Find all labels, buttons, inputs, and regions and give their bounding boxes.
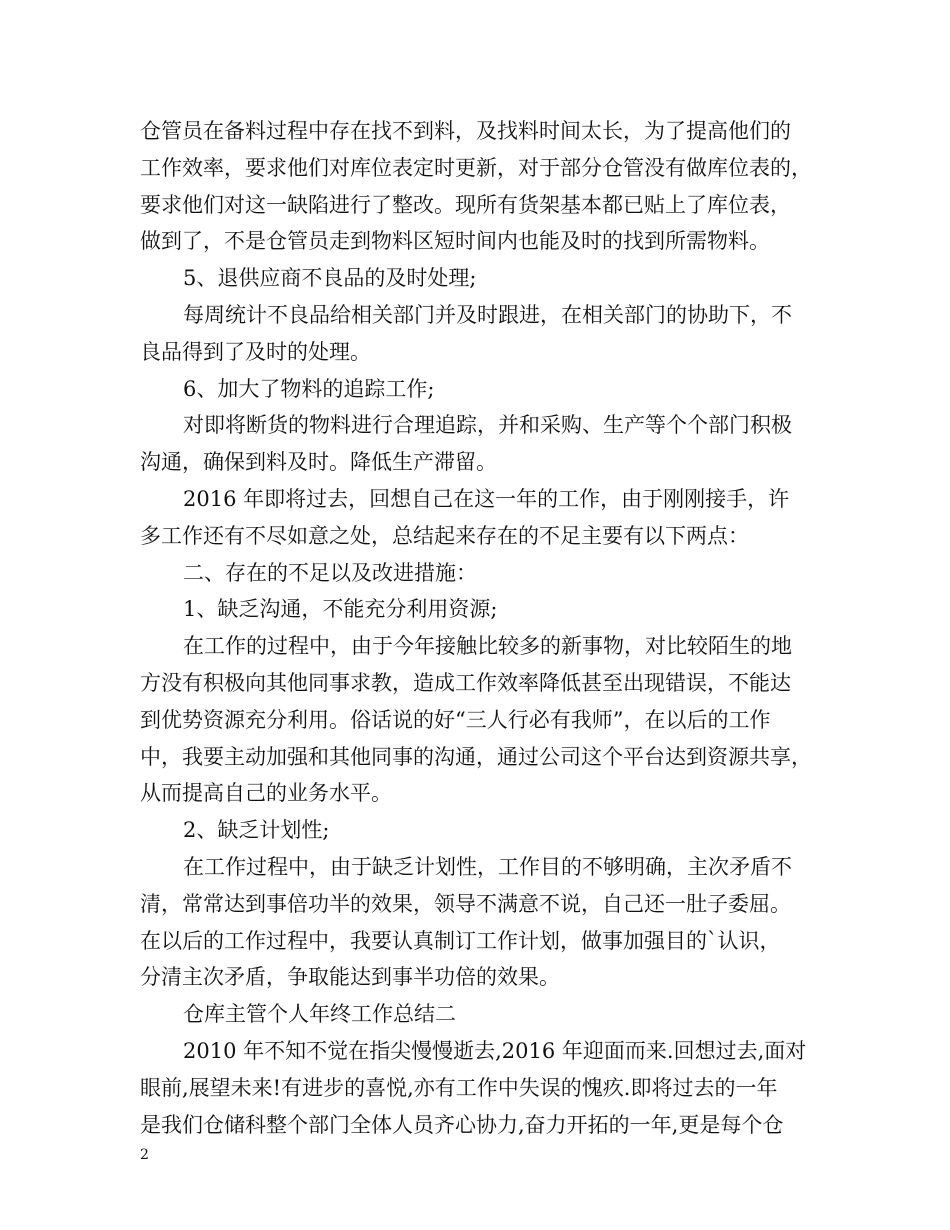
text-line: 5、退供应商不良品的及时处理; <box>183 266 477 291</box>
text-line: 多工作还有不尽如意之处，总结起来存在的不足主要有以下两点： <box>140 523 749 548</box>
text-line: 每周统计不良品给相关部门并及时跟进，在相关部门的协助下，不 <box>183 302 792 327</box>
text-line: 6、加大了物料的追踪工作; <box>183 376 435 401</box>
text-line: 2010 年不知不觉在指尖慢慢逝去,2016 年迎面而来.回想过去,面对 <box>183 1038 807 1063</box>
text-line: 1、缺乏沟通，不能充分利用资源; <box>183 597 498 622</box>
text-line: 2016 年即将过去，回想自己在这一年的工作，由于刚刚接手，许 <box>183 486 790 511</box>
text-line: 仓管员在备料过程中存在找不到料，及找料时间太长，为了提高他们的 <box>140 119 791 143</box>
text-line: 在工作过程中，由于缺乏计划性，工作目的不够明确，主次矛盾不 <box>183 854 792 879</box>
document-body <box>140 113 825 1143</box>
text-line: 沟通，确保到料及时。降低生产滞留。 <box>140 450 497 475</box>
text-line: 方没有积极向其他同事求教，造成工作效率降低甚至出现错误，不能达 <box>140 670 791 695</box>
text-line: 在以后的工作过程中，我要认真制订工作计划，做事加强目的`认识， <box>140 928 781 953</box>
text-line: 中，我要主动加强和其他同事的沟通，通过公司这个平台达到资源共享， <box>140 744 812 769</box>
text-line: 在工作的过程中，由于今年接触比较多的新事物，对比较陌生的地 <box>183 634 792 659</box>
text-line: 要求他们对这一缺陷进行了整改。现所有货架基本都已贴上了库位表， <box>140 192 791 217</box>
text-line: 眼前,展望未来!有进步的喜悦,亦有工作中失误的愧疚.即将过去的一年 <box>140 1075 778 1100</box>
text-line: 从而提高自己的业务水平。 <box>140 781 392 806</box>
page-number: 2 <box>140 1147 149 1163</box>
text-line: 对即将断货的物料进行合理追踪，并和采购、生产等个个部门积极 <box>183 413 792 438</box>
text-line: 到优势资源充分利用。俗话说的好“三人行必有我师”，在以后的工作 <box>140 707 771 732</box>
text-line: 仓库主管个人年终工作总结二 <box>183 1002 456 1027</box>
text-line: 分清主次矛盾，争取能达到事半功倍的效果。 <box>140 965 560 990</box>
text-line: 是我们仓储科整个部门全体人员齐心协力,奋力开拓的一年,更是每个仓 <box>140 1112 784 1137</box>
text-line: 良品得到了及时的处理。 <box>140 339 371 364</box>
text-line: 二、存在的不足以及改进措施： <box>183 560 477 585</box>
text-line: 做到了，不是仓管员走到物料区短时间内也能及时的找到所需物料。 <box>140 229 770 254</box>
text-line: 2、缺乏计划性; <box>183 818 330 843</box>
text-line: 工作效率，要求他们对库位表定时更新，对于部分仓管没有做库位表的， <box>140 155 812 180</box>
text-line: 清，常常达到事倍功半的效果，领导不满意不说，自己还一肚子委屈。 <box>140 891 791 916</box>
